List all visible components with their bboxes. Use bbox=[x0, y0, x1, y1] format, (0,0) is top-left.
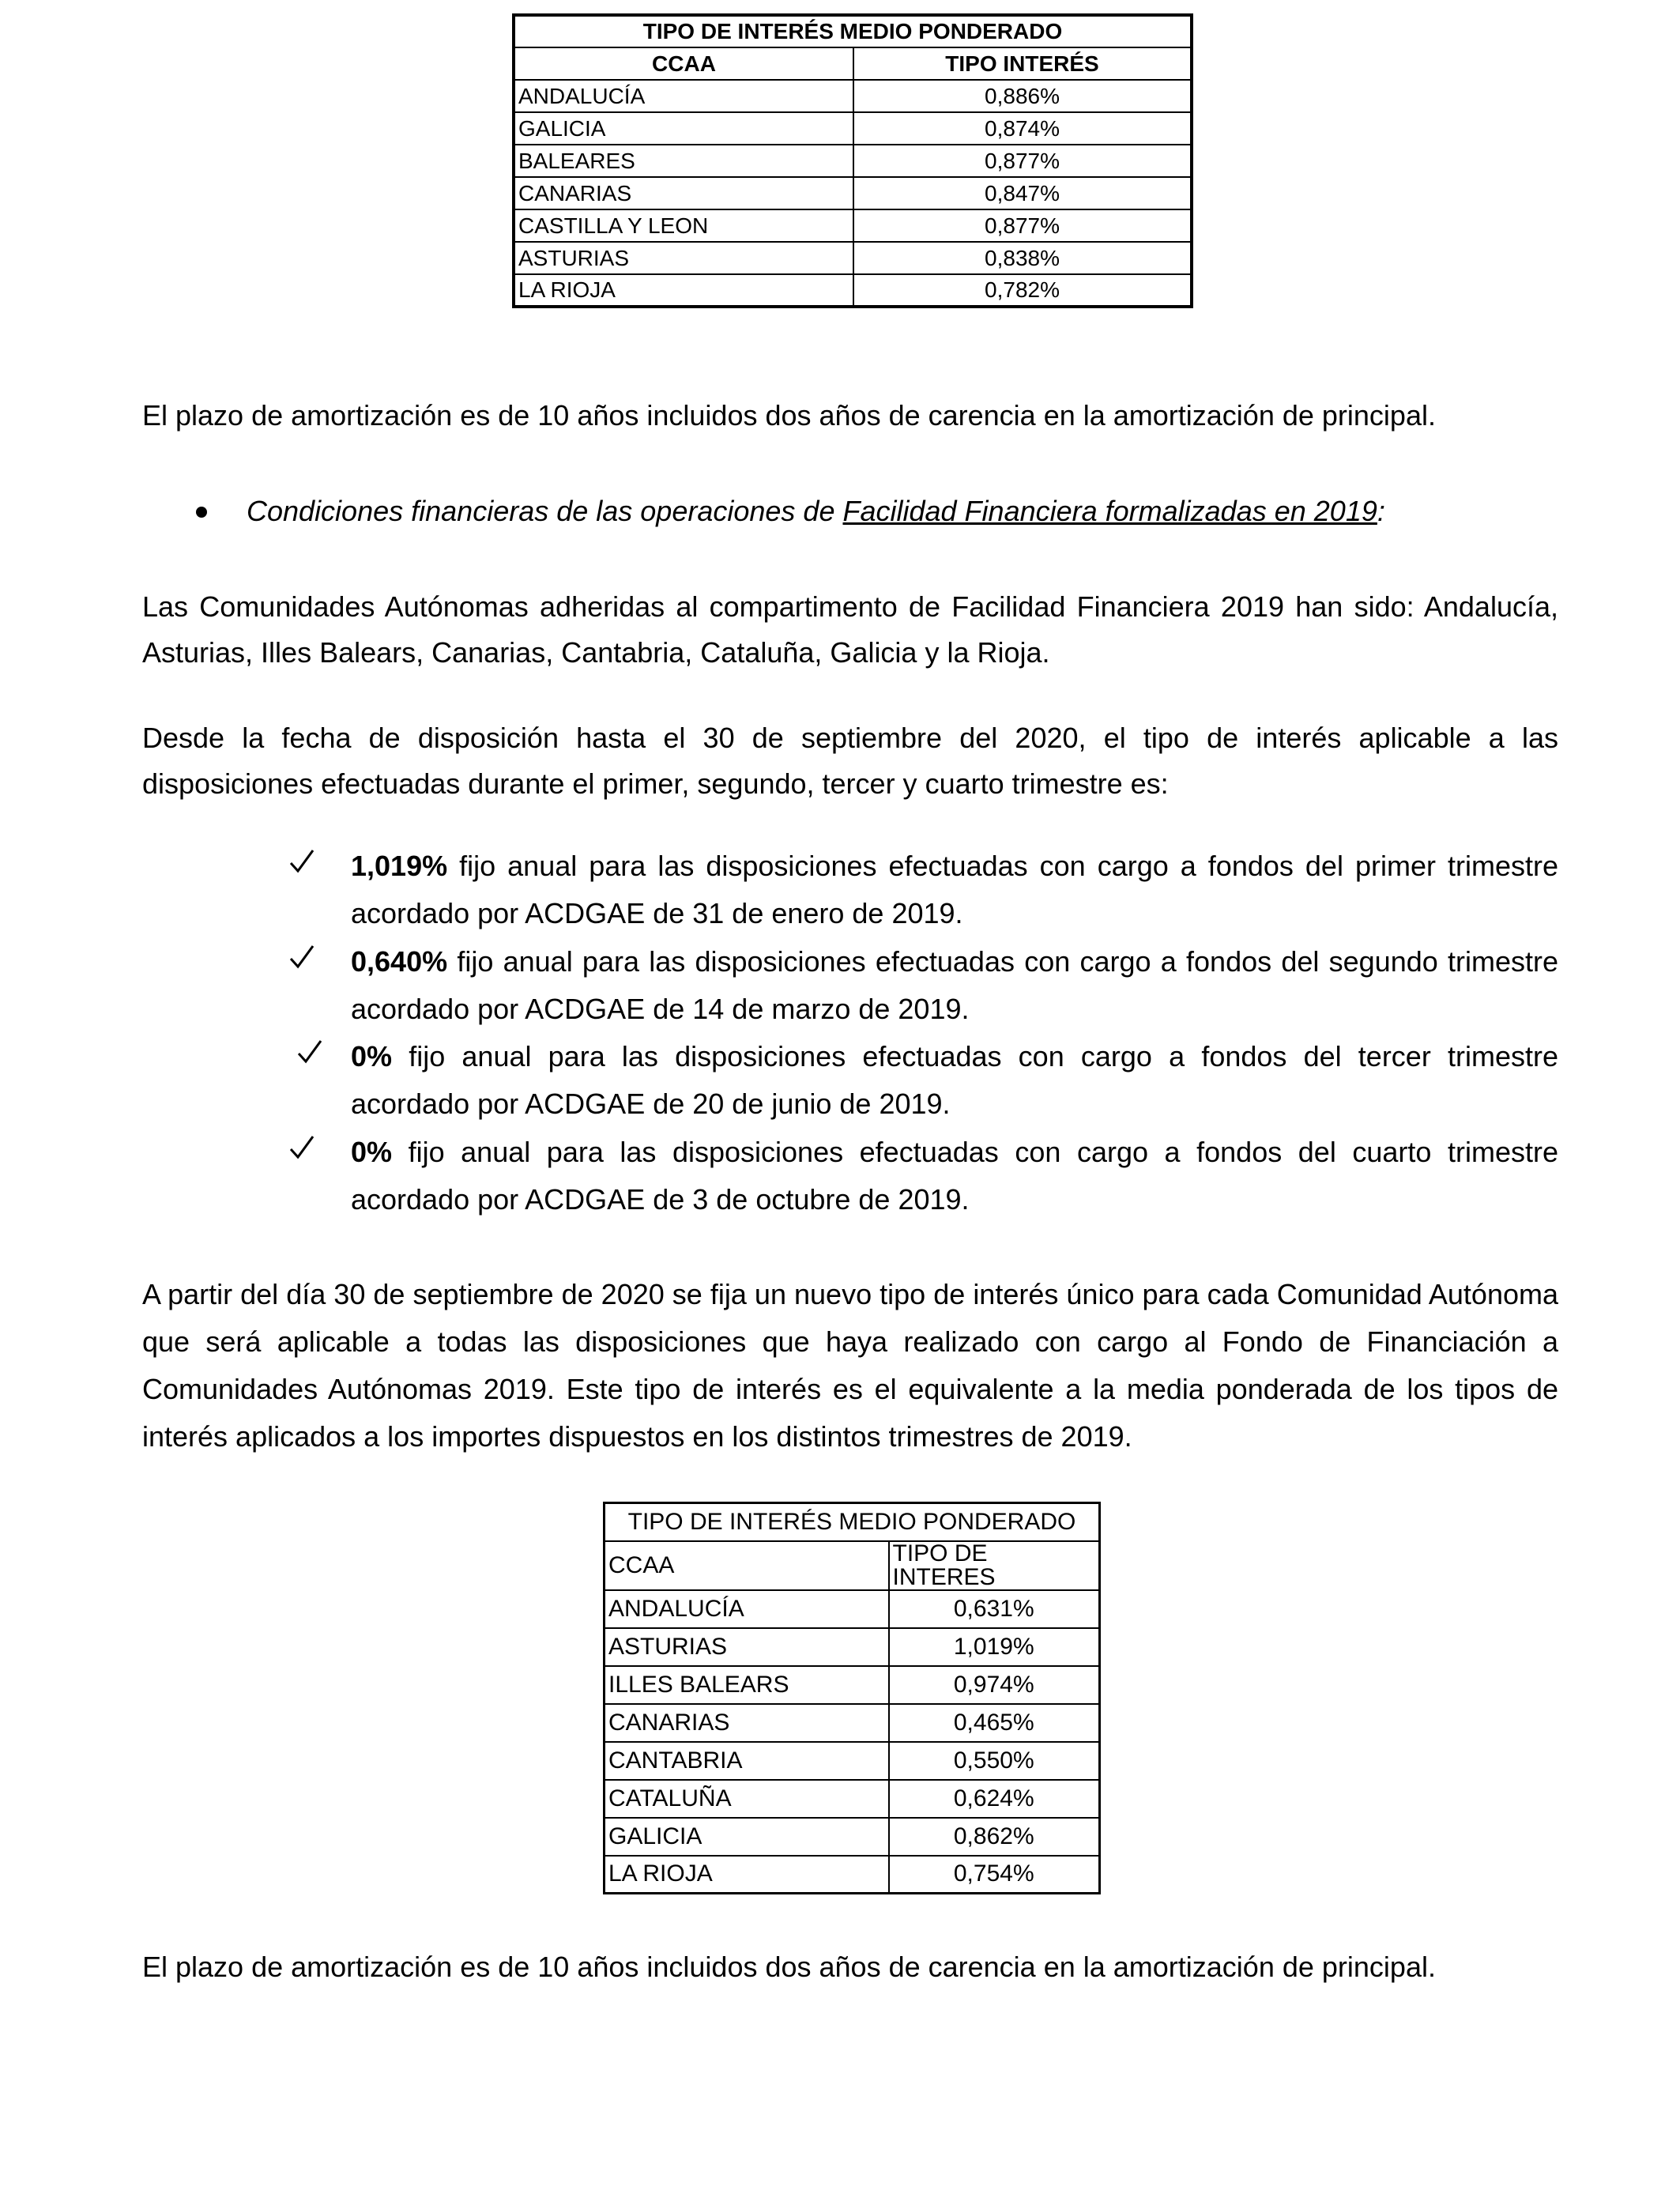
check-item-body: fijo anual para las disposiciones efectuadas con cargo a fondos del primer trimestre acordado por ACDGAE de 31 de enero de 2019. bbox=[351, 850, 1558, 929]
bullet-dot-icon bbox=[196, 507, 207, 518]
cell-ccaa: CANARIAS bbox=[514, 177, 853, 209]
table-header-row bbox=[605, 1541, 1100, 1590]
table-row bbox=[605, 1742, 1100, 1780]
paragraph-plazo: El plazo de amortización es de 10 años incluidos dos años de carencia en la amortización de principal. bbox=[142, 399, 1436, 432]
check-item-text bbox=[351, 938, 1558, 1033]
table-row bbox=[514, 112, 1192, 145]
cell-ccaa: ILLES BALEARS bbox=[605, 1666, 889, 1704]
table-row bbox=[605, 1628, 1100, 1666]
cell-ccaa: ANDALUCÍA bbox=[514, 80, 853, 112]
bullet-heading bbox=[247, 488, 1385, 534]
table-header-row bbox=[514, 47, 1192, 80]
cell-tipo: 0,465% bbox=[889, 1704, 1100, 1742]
cell-tipo: 0,877% bbox=[853, 209, 1192, 242]
cell-ccaa: CASTILLA Y LEON bbox=[514, 209, 853, 242]
cell-ccaa: LA RIOJA bbox=[514, 274, 853, 307]
table-row bbox=[514, 145, 1192, 177]
check-item-body: fijo anual para las disposiciones efectuadas con cargo a fondos del segundo trimestre acordado por ACDGAE de 14 de marzo de 2019. bbox=[351, 945, 1558, 1025]
cell-ccaa: CATALUÑA bbox=[605, 1780, 889, 1818]
column-header-tipo: TIPO INTERÉS bbox=[853, 47, 1192, 80]
table-title: TIPO DE INTERÉS MEDIO PONDERADO bbox=[605, 1503, 1100, 1541]
cell-ccaa: CANTABRIA bbox=[605, 1742, 889, 1780]
bullet-suffix: : bbox=[1377, 495, 1385, 527]
cell-ccaa: GALICIA bbox=[514, 112, 853, 145]
table-row bbox=[514, 80, 1192, 112]
check-item-body: fijo anual para las disposiciones efectuadas con cargo a fondos del cuarto trimestre acordado por ACDGAE de 3 de octubre de 2019. bbox=[351, 1136, 1558, 1216]
column-header-ccaa: CCAA bbox=[514, 47, 853, 80]
table-row bbox=[605, 1856, 1100, 1894]
cell-tipo: 0,550% bbox=[889, 1742, 1100, 1780]
table-row bbox=[605, 1780, 1100, 1818]
check-item-text bbox=[351, 1033, 1558, 1128]
table-row bbox=[605, 1704, 1100, 1742]
cell-ccaa: ASTURIAS bbox=[605, 1628, 889, 1666]
table-row bbox=[605, 1590, 1100, 1628]
check-icon bbox=[294, 1036, 326, 1068]
cell-tipo: 0,874% bbox=[853, 112, 1192, 145]
cell-tipo: 0,974% bbox=[889, 1666, 1100, 1704]
check-icon bbox=[286, 1132, 318, 1163]
cell-ccaa: LA RIOJA bbox=[605, 1856, 889, 1894]
cell-ccaa: CANARIAS bbox=[605, 1704, 889, 1742]
cell-tipo: 0,862% bbox=[889, 1818, 1100, 1856]
cell-ccaa: GALICIA bbox=[605, 1818, 889, 1856]
cell-tipo: 1,019% bbox=[889, 1628, 1100, 1666]
table-row bbox=[605, 1818, 1100, 1856]
cell-ccaa: BALEARES bbox=[514, 145, 853, 177]
paragraph-a-partir: A partir del día 30 de septiembre de 2020 se fija un nuevo tipo de interés único para cada Comunidad Autónoma que será aplicable a todas las disposiciones que haya realizado con cargo al Fondo de Financiación a Comunidades Autónomas 2019. Este tipo de interés es el equivalente a la media ponderada de los tipos de interés aplicados a los importes dispuestos en los distintos trimestres de 2019. bbox=[142, 1278, 1558, 1453]
cell-tipo: 0,886% bbox=[853, 80, 1192, 112]
table-row bbox=[514, 177, 1192, 209]
table-title: TIPO DE INTERÉS MEDIO PONDERADO bbox=[514, 15, 1192, 47]
check-item-text bbox=[351, 1129, 1558, 1223]
paragraph-adheridas: Las Comunidades Autónomas adheridas al compartimento de Facilidad Financiera 2019 han sido: Andalucía, Asturias, Illes Balears, Canarias, Cantabria, Cataluña, Galicia y la Rioja. bbox=[142, 590, 1558, 669]
column-header-ccaa: CCAA bbox=[605, 1541, 889, 1590]
bullet-prefix: Condiciones financieras de las operaciones de bbox=[247, 495, 843, 527]
paragraph-plazo-2: El plazo de amortización es de 10 años incluidos dos años de carencia en la amortización de principal. bbox=[142, 1951, 1436, 1983]
cell-tipo: 0,877% bbox=[853, 145, 1192, 177]
check-icon bbox=[286, 941, 318, 973]
check-icon bbox=[286, 846, 318, 877]
cell-ccaa: ANDALUCÍA bbox=[605, 1590, 889, 1628]
table-row bbox=[514, 274, 1192, 307]
table-row bbox=[514, 242, 1192, 274]
check-item-rate: 0% bbox=[351, 1040, 393, 1072]
cell-tipo: 0,754% bbox=[889, 1856, 1100, 1894]
cell-tipo: 0,838% bbox=[853, 242, 1192, 274]
cell-tipo: 0,624% bbox=[889, 1780, 1100, 1818]
cell-ccaa: ASTURIAS bbox=[514, 242, 853, 274]
interest-table-1 bbox=[512, 13, 1193, 308]
column-header-tipo: TIPO DE INTERES bbox=[889, 1541, 1100, 1590]
check-item-rate: 0,640% bbox=[351, 945, 448, 978]
cell-tipo: 0,847% bbox=[853, 177, 1192, 209]
check-item-rate: 1,019% bbox=[351, 850, 448, 882]
table-row bbox=[514, 209, 1192, 242]
cell-tipo: 0,782% bbox=[853, 274, 1192, 307]
bullet-underlined: Facilidad Financiera formalizadas en 2019 bbox=[842, 495, 1377, 527]
check-item-body: fijo anual para las disposiciones efectuadas con cargo a fondos del tercer trimestre acordado por ACDGAE de 20 de junio de 2019. bbox=[351, 1040, 1558, 1120]
paragraph-desde: Desde la fecha de disposición hasta el 30 de septiembre del 2020, el tipo de interés aplicable a las disposiciones efectuadas durante el primer, segundo, tercer y cuarto trimestre es: bbox=[142, 722, 1558, 800]
interest-table-2 bbox=[603, 1502, 1101, 1894]
cell-tipo: 0,631% bbox=[889, 1590, 1100, 1628]
table-title-row bbox=[605, 1503, 1100, 1541]
check-item-rate: 0% bbox=[351, 1136, 393, 1168]
check-item-text bbox=[351, 843, 1558, 937]
table-title-row bbox=[514, 15, 1192, 47]
table-row bbox=[605, 1666, 1100, 1704]
